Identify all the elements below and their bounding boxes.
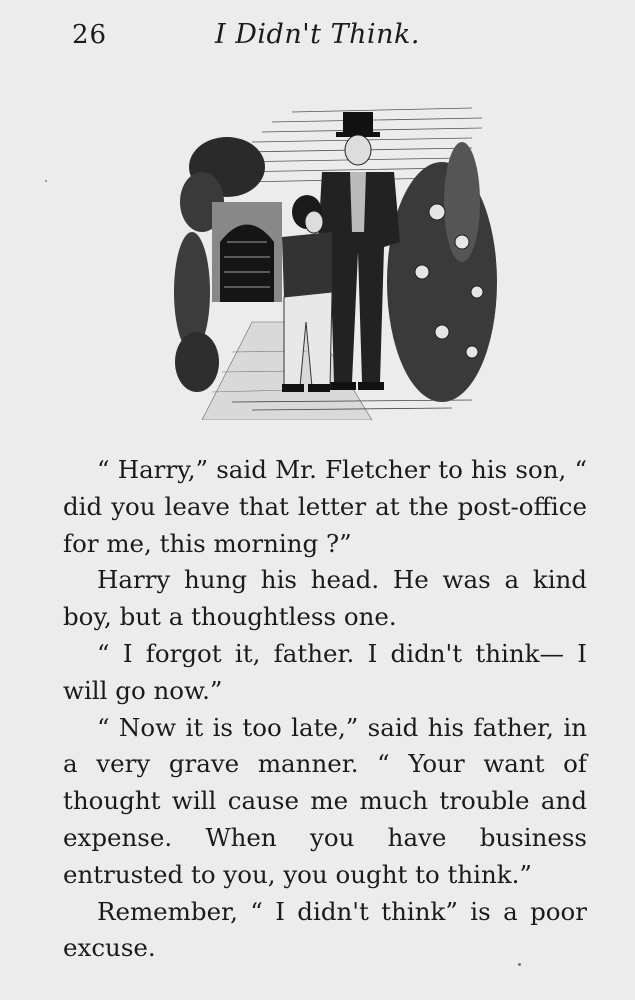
paper-speck: [518, 963, 521, 966]
page-number: 26: [72, 20, 108, 50]
engraving-illustration: [172, 92, 498, 420]
right-flowers: [387, 142, 497, 402]
garden-arbor: [212, 202, 282, 302]
paragraph: “ Now it is too late,” said his father, in a very grave manner. “ Your want of thought will cause me much trouble and expense. When you have business entrusted to you, you ought to think.”: [63, 712, 587, 889]
body-text: [63, 452, 587, 967]
running-title: I Didn't Think.: [215, 19, 420, 50]
paper-speck: [45, 180, 47, 182]
paragraph: “ Harry,” said Mr. Fletcher to his son, “ did you leave that letter at the post-office for me, this morning ?”: [63, 455, 587, 558]
paragraph: Harry hung his head. He was a kind boy, but a thoughtless one.: [63, 565, 587, 632]
paragraph: “ I forgot it, father. I didn't think— I will go now.”: [63, 638, 587, 705]
paragraph: Remember, “ I didn't think” is a poor excuse.: [63, 896, 587, 963]
